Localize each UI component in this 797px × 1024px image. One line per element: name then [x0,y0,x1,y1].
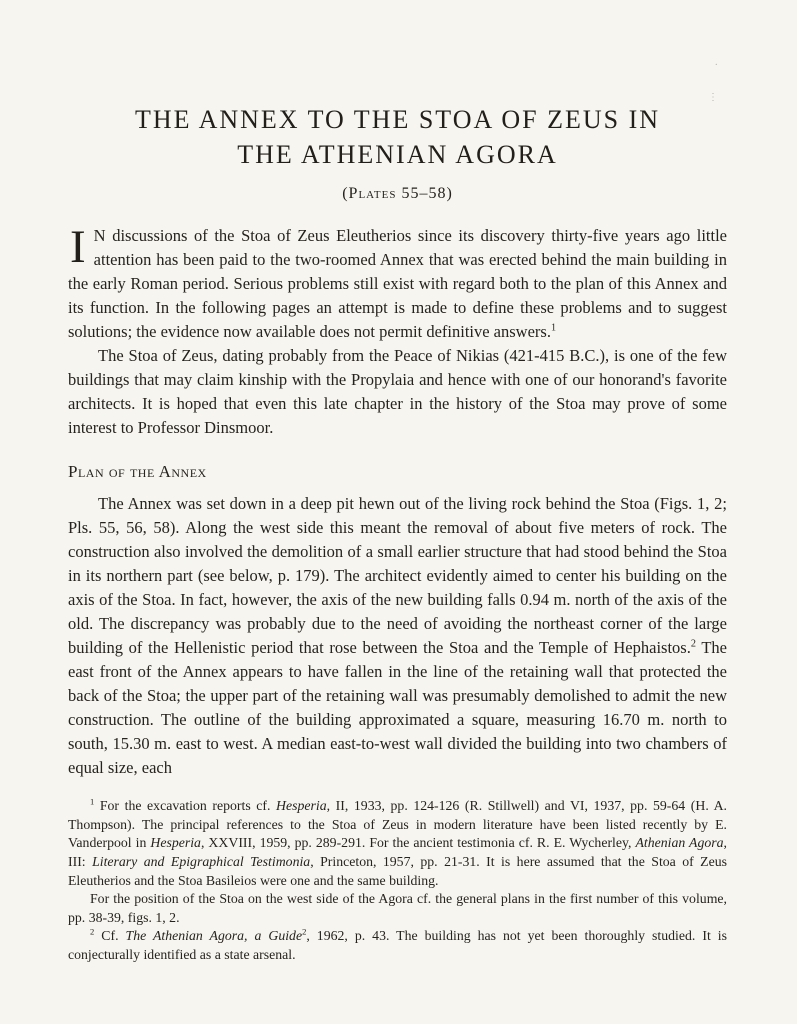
footnote-1: $^1$ For the excavation reports cf. Hesperia, II, 1933, pp. 124-126 (R. Stillwell) and VI, 1937, pp. 59-64 (H. A. Thompson). The principal references to the Stoa of Zeus in modern literature have been listed recently by E. Vanderpool in Hesperia, XXVIII, 1959, pp. 289-291. For the ancient testimonia cf. R. E. Wycherley, Athenian Agora, III: Literary and Epigraphical Testimonia, Princeton, 1957, pp. 21-31. It is here assumed that the Stoa of Zeus Eleutherios and the Stoa Basileios were one and the same building. [68,796,728,888]
scan-artifact: ⋮ [708,92,719,103]
article-title-line1: THE ANNEX TO THE STOA OF ZEUS IN [134,105,661,134]
article-body [68,221,727,780]
footnote-2: $^2$ Cf. The Athenian Agora, a Guide$^2$, 1962, p. 43. The building has not yet been thoroughly studied. It is conjecturally identified as a state arsenal. [68,926,727,962]
article-title [68,102,727,172]
paragraph: The Stoa of Zeus, dating probably from the Peace of Nikias (421-415 B.C.), is one of the few buildings that may claim kinship with the Propylaia and hence with one of our honorand's favorite architects. It is hoped that even this late chapter in the history of the Stoa may prove of some interest to Professor Dinsmoor. [68,346,727,438]
article-title-line2: THE ATHENIAN AGORA [237,140,558,170]
footnotes [68,797,727,964]
scan-artifact: · [714,60,719,71]
footnote-1-continuation: For the position of the Stoa on the west side of the Agora cf. the general plans in the first number of this volume, pp. 38-39, figs. 1, 2. [68,891,727,925]
paragraph-text: N discussions of the Stoa of Zeus Eleutherios since its discovery thirty-five years ago little attention has been paid to the two-roomed Annex that was erected behind the main building in the early Roman period. Serious problems still exist with regard both to the plan of this Annex and its function. In the following pages an attempt is made to define these problems and to suggest solutions; the evidence now available does not permit definitive answers.$^1$ [68,226,727,342]
paragraph: The Annex was set down in a deep pit hewn out of the living rock behind the Stoa (Figs. 1, 2; Pls. 55, 56, 58). Along the west side this meant the removal of about five meters of rock. The construction also involved the demolition of a small earlier structure that had stood behind the Stoa in its northern part (see below, p. 179). The architect evidently aimed to center his building on the axis of the Stoa. In fact, however, the axis of the new building falls 0.94 m. north of the axis of the old. The discrepancy was probably due to the need of avoiding the northeast corner of the large building of the Hellenistic period that rose between the Stoa and the Temple of Hephaistos.$^2$ The east front of the Annex appears to have fallen in the line of the retaining wall that protected the back of the Stoa; the upper part of the retaining wall was presumably demolished to admit the new construction. The outline of the building approximated a square, measuring 16.70 m. north to south, 15.30 m. east to west. A median east-to-west wall divided the building into two chambers of equal size, each [68,494,727,778]
section-heading: Plan of the Annex [68,462,207,482]
plates-note: (Plates 55–58) [342,185,453,203]
paragraph [68,221,727,344]
drop-cap: I [70,221,86,274]
